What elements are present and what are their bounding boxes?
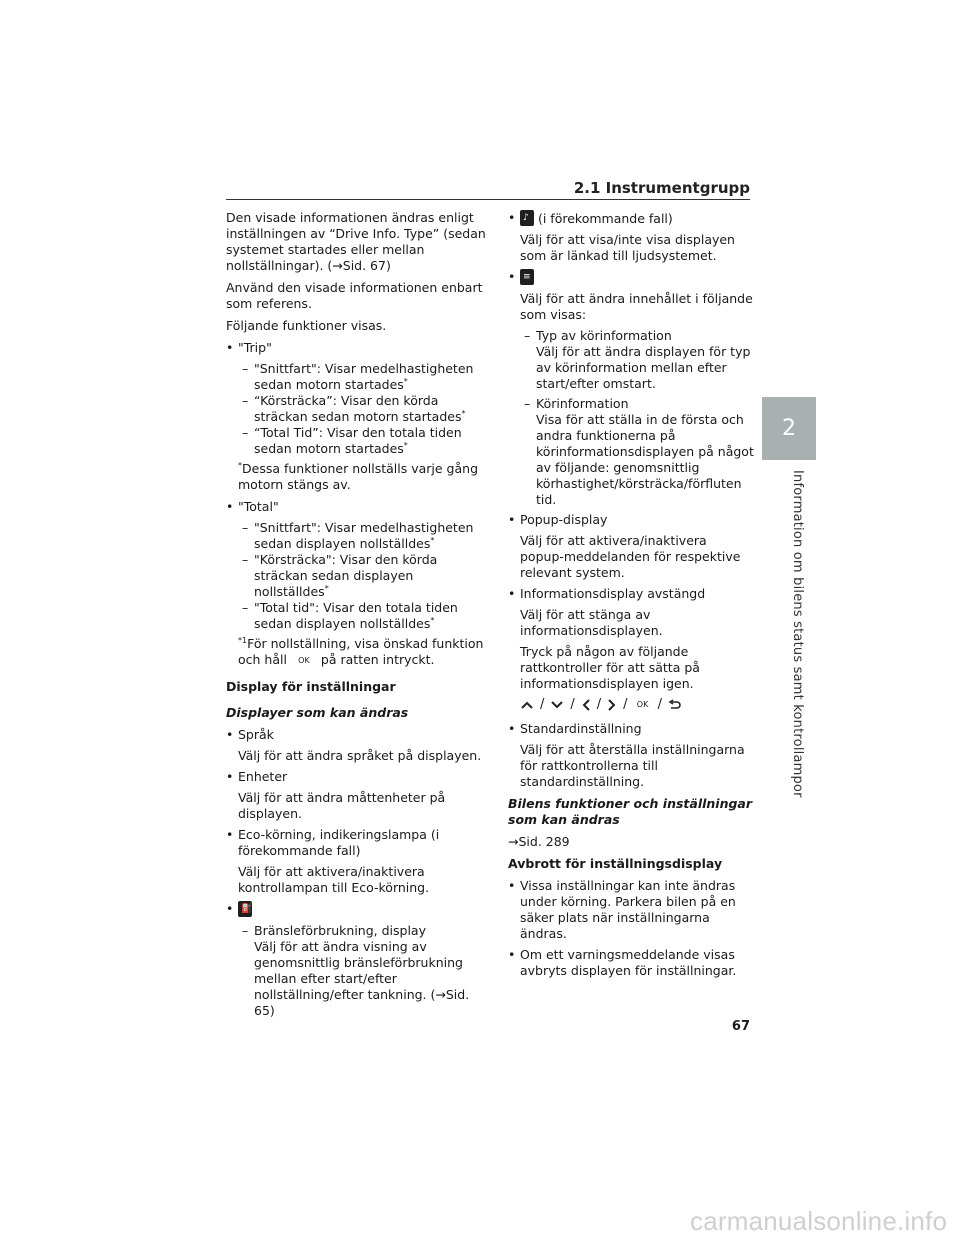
footnote-mark: *1 — [238, 635, 248, 645]
trip-label: "Trip" — [238, 340, 272, 355]
steering-controls-row — [508, 697, 754, 713]
audio-label: (i förekommande fall) — [537, 211, 673, 226]
total-label: "Total" — [238, 499, 279, 514]
abort-text: Om ett varningsmeddelande visas avbryts displayen för inställningar. — [520, 947, 737, 978]
heading-vehicle-functions: Bilens funktioner och inställningar som kan ändras — [508, 796, 753, 827]
list-item-fuel — [226, 901, 488, 918]
drive-sub-label: Körinformation — [536, 396, 629, 411]
units-desc: Välj för att ändra måttenheter på displayen. — [238, 790, 446, 821]
trip-sub-text: “Körsträcka”: Visar den körda sträckan sedan motorn startades — [254, 393, 462, 424]
list-item-audio — [508, 210, 754, 227]
popup-label: Popup-display — [520, 512, 608, 527]
drive-sub-item: – Typ av körinformation — [524, 328, 672, 343]
audio-desc: Välj för att visa/inte visa displayen som är länkad till ljudsystemet. — [520, 232, 735, 263]
trip-sub-text: "Snittfart": Visar medelhastigheten sedan motorn startades — [254, 361, 474, 392]
back-arrow-icon — [668, 699, 682, 711]
functions-paragraph: Följande funktioner visas. — [226, 318, 387, 333]
reference-paragraph: Använd den visade informationen enbart som referens. — [226, 280, 483, 311]
trip-sub-item: – "Snittfart": Visar medelhastigheten sedan motorn startades* — [242, 361, 474, 392]
fuel-gauge-icon: • ⛽ — [238, 901, 252, 917]
heading-changeable-displays: Displayer som kan ändras — [226, 705, 409, 720]
list-item-trip — [226, 340, 488, 356]
footnote-text: Dessa funktioner nollställs varje gång motorn stängs av. — [238, 461, 479, 492]
separator: / — [623, 697, 628, 712]
footnote-mark: * — [238, 460, 242, 470]
list-item-total — [226, 499, 488, 515]
left-chevron-icon — [581, 698, 591, 712]
trip-sub-item: – “Total Tid”: Visar den totala tiden sedan motorn startades* — [242, 425, 462, 456]
eco-label: Eco-körning, indikeringslampa (i förekommande fall) — [238, 827, 440, 858]
popup-desc: Välj för att aktivera/inaktivera popup-meddelanden för respektive relevant system. — [520, 533, 741, 580]
list-item-drive-info — [508, 269, 754, 286]
standard-label: Standardinställning — [520, 721, 642, 736]
heading-abort: Avbrott för inställningsdisplay — [508, 856, 723, 871]
ok-button-icon: OK — [636, 700, 649, 709]
chapter-tab — [762, 397, 816, 460]
fuel-sub-item: – Bränsleförbrukning, display — [242, 923, 426, 938]
chapter-title: Information om bilens status samt kontrollampor — [790, 470, 805, 798]
drive-sub-label: Typ av körinformation — [536, 328, 672, 343]
intro-paragraph: Den visade informationen ändras enligt inställningen av “Drive Info. Type” (sedan systemet startades eller mellan nollställningar). (→Sid. 67) — [226, 210, 486, 273]
fuel-desc: Välj för att ändra visning av genomsnittlig bränsleförbrukning mellan efter start/efter nollställning/efter tankning. (→Sid. 65) — [254, 939, 470, 1018]
down-chevron-icon — [550, 700, 564, 710]
heading-display-settings: Display för inställningar — [226, 679, 396, 694]
list-item-abort — [508, 947, 754, 979]
separator: / — [570, 697, 575, 712]
fuel-sub-label: Bränsleförbrukning, display — [254, 923, 426, 938]
standard-desc: Välj för att återställa inställningarna för rattkontrollerna till standardinställning. — [520, 742, 745, 789]
header-divider — [226, 199, 750, 200]
left-column — [226, 210, 488, 1023]
abort-text: Vissa inställningar kan inte ändras under körning. Parkera bilen på en säker plats när inställningarna ändras. — [520, 878, 736, 941]
watermark: carmanualsonline.info — [690, 1206, 948, 1236]
units-label: Enheter — [238, 769, 288, 784]
separator: / — [657, 697, 662, 712]
trip-sub-text: “Total Tid”: Visar den totala tiden sedan motorn startades — [254, 425, 462, 456]
info-off-desc: Välj för att stänga av informationsdisplayen. — [520, 607, 663, 638]
page-reference: →Sid. 289 — [508, 834, 570, 849]
list-item-units — [226, 769, 488, 785]
separator: / — [596, 697, 602, 712]
total-sub-text: "Körsträcka": Visar den körda sträckan sedan displayen nollställdes — [254, 552, 438, 599]
section-header: 2.1 Instrumentgrupp — [573, 179, 750, 197]
total-sub-item: – "Körsträcka": Visar den körda sträckan sedan displayen nollställdes* — [242, 552, 438, 599]
total-footnote — [226, 636, 488, 669]
right-column — [508, 210, 754, 984]
total-sub-item: – "Snittfart": Visar medelhastigheten sedan displayen nollställdes* — [242, 520, 474, 551]
footnote-text-a: För nollställning, visa önskad funktion och håll — [238, 636, 484, 667]
right-chevron-icon — [607, 698, 617, 712]
ok-button-icon: OK — [298, 656, 310, 665]
list-item-eco — [226, 827, 488, 859]
drive-info-desc: Välj för att ändra innehållet i följande som visas: — [520, 291, 753, 322]
separator: / — [540, 697, 545, 712]
trip-footnote — [226, 461, 488, 493]
footnote-text-b: på ratten intryckt. — [320, 652, 435, 667]
music-note-icon: • ♪ — [520, 210, 534, 226]
language-desc: Välj för att ändra språket på displayen. — [238, 748, 482, 763]
drive-sub-desc: Välj för att ändra displayen för typ av körinformation mellan efter start/efter omstart. — [536, 344, 751, 391]
total-sub-item: – "Total tid": Visar den totala tiden sedan displayen nollställdes* — [242, 600, 458, 631]
drive-sub-desc: Visa för att ställa in de första och andra funktionerna på körinformationsdisplayen på något av följande: genomsnittlig körhastighet/körsträcka/förfluten tid. — [536, 412, 754, 507]
list-item-language — [226, 727, 488, 743]
info-off-desc2: Tryck på någon av följande rattkontroller för att sätta på informationsdisplayen igen. — [520, 644, 700, 691]
eco-desc: Välj för att aktivera/inaktivera kontrollampan till Eco-körning. — [238, 864, 430, 895]
trip-sub-item: – “Körsträcka”: Visar den körda sträckan sedan motorn startades* — [242, 393, 466, 424]
total-sub-text: "Snittfart": Visar medelhastigheten sedan displayen nollställdes — [254, 520, 474, 551]
list-item-standard — [508, 721, 754, 737]
list-item-abort — [508, 878, 754, 942]
drive-info-icon: • ≡ — [520, 269, 534, 285]
list-item-info-off — [508, 586, 754, 602]
up-chevron-icon — [520, 700, 534, 710]
drive-sub-item: – Körinformation — [524, 396, 629, 411]
language-label: Språk — [238, 727, 274, 742]
total-sub-text: "Total tid": Visar den totala tiden sedan displayen nollställdes — [254, 600, 458, 631]
info-off-label: Informationsdisplay avstängd — [520, 586, 706, 601]
list-item-popup — [508, 512, 754, 528]
page-number: 67 — [731, 1019, 750, 1034]
chapter-number: 2 — [782, 416, 796, 441]
